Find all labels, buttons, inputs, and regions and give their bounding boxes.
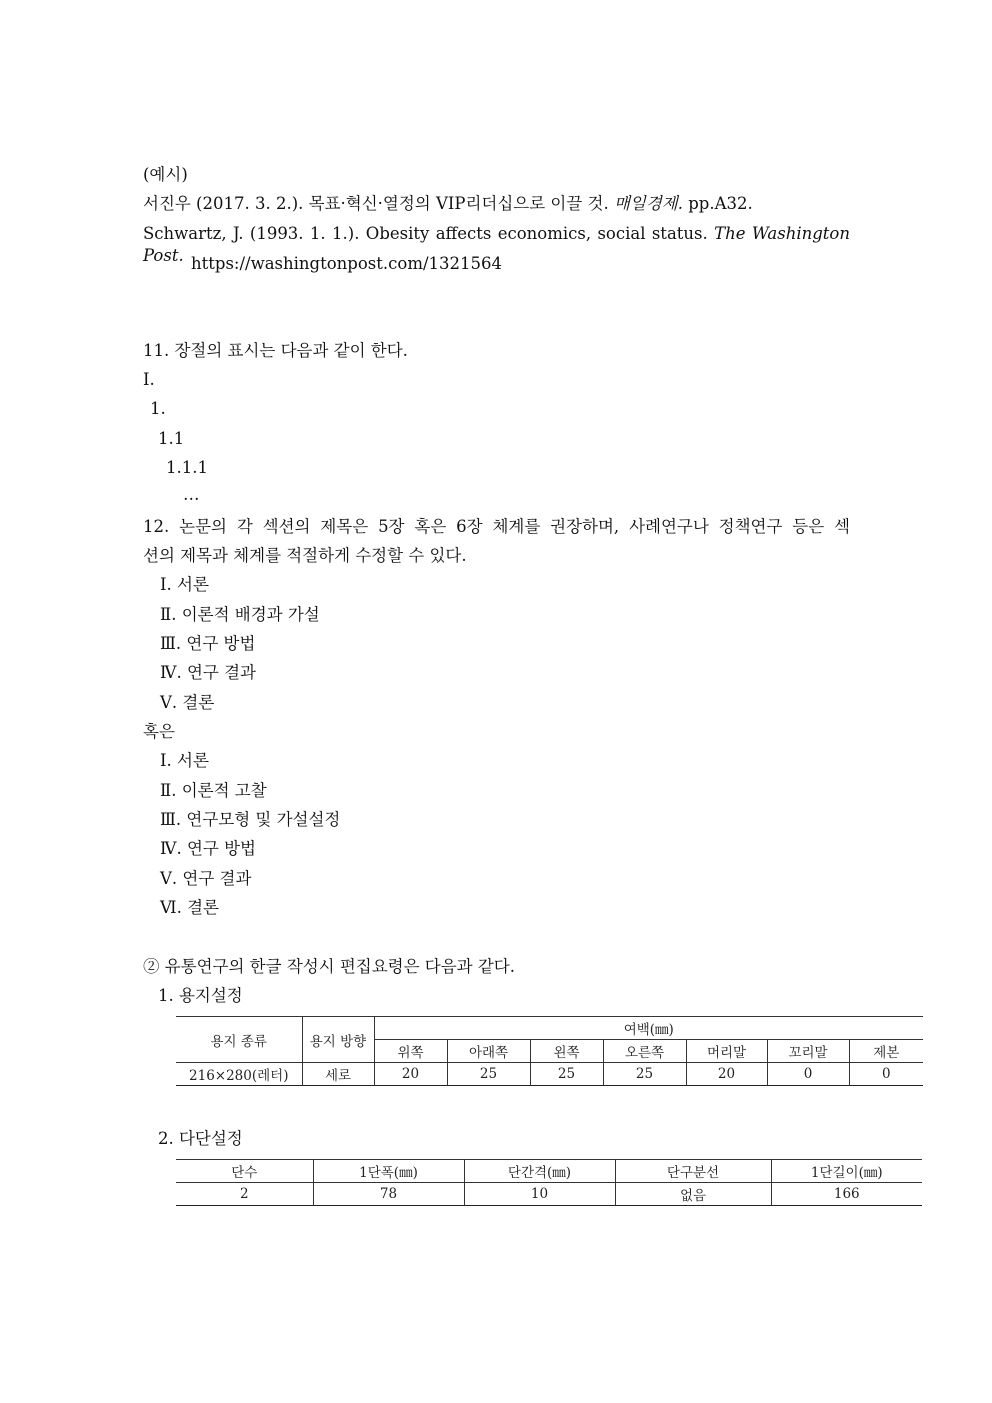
korean-reference-journal: 매일경제.: [613, 194, 683, 213]
margin-col-header: 위쪽: [374, 1040, 447, 1063]
table-cell: 2: [176, 1183, 313, 1206]
table-cell: 216×280(레터): [176, 1063, 302, 1086]
table-cell: 0: [767, 1063, 849, 1086]
english-reference-journal: The Washington Post.: [143, 224, 850, 265]
outline-a-item: Ⅴ. 결론: [160, 693, 215, 712]
margin-col-header: 제본: [849, 1040, 923, 1063]
editing-heading: ② 유통연구의 한글 작성시 편집요령은 다음과 같다.: [143, 957, 515, 976]
section11-heading: 11. 장절의 표시는 다음과 같이 한다.: [143, 341, 408, 360]
level-4-example: 1.1.1: [166, 458, 208, 477]
table-cell: 25: [603, 1063, 686, 1086]
column-header: 1단길이(㎜): [771, 1160, 922, 1183]
outline-b-item: Ⅵ. 결론: [160, 898, 219, 917]
margin-col-header: 머리말: [686, 1040, 767, 1063]
table-cell: 25: [447, 1063, 530, 1086]
outline-b-item: Ⅲ. 연구모형 및 가설설정: [160, 810, 341, 829]
level-2-example: 1.: [150, 399, 166, 418]
margin-col-header: 왼쪽: [530, 1040, 603, 1063]
table-cell: 0: [849, 1063, 923, 1086]
column-header: 단구분선: [615, 1160, 771, 1183]
table-cell: 세로: [302, 1063, 374, 1086]
margin-col-header: 오른쪽: [603, 1040, 686, 1063]
paper-direction-header: 용지 방향: [302, 1017, 374, 1063]
korean-reference-body: 서진우 (2017. 3. 2.). 목표·혁신·열정의 VIP리더십으로 이끌 것.: [143, 194, 609, 213]
outline-b-item: Ⅴ. 연구 결과: [160, 869, 252, 888]
table-cell: 78: [313, 1183, 464, 1206]
outline-b-item: Ⅳ. 연구 방법: [160, 839, 256, 858]
korean-reference-pages: pp.A32.: [688, 194, 753, 213]
table-row: [176, 1063, 923, 1086]
paper-settings-table: [176, 1016, 923, 1086]
outline-a-item: Ⅳ. 연구 결과: [160, 663, 256, 682]
table-cell: 20: [686, 1063, 767, 1086]
english-reference-body: Schwartz, J. (1993. 1. 1.). Obesity affects economics, social status.: [143, 224, 708, 243]
korean-reference: [143, 193, 753, 215]
table-cell: 166: [771, 1183, 922, 1206]
outline-a-item: Ⅰ. 서론: [160, 575, 209, 594]
section12-line2: 션의 제목과 체계를 적절하게 수정할 수 있다.: [143, 546, 467, 565]
table-cell: 20: [374, 1063, 447, 1086]
level-1-example: I.: [143, 370, 155, 389]
column-settings-table: [176, 1159, 922, 1206]
outline-a-item: Ⅲ. 연구 방법: [160, 634, 256, 653]
column-header: 단간격(㎜): [464, 1160, 615, 1183]
outline-b-item: Ⅱ. 이론적 고찰: [160, 781, 267, 800]
outline-a-item: Ⅱ. 이론적 배경과 가설: [160, 605, 320, 624]
table-row: [176, 1183, 922, 1206]
paper-settings-title: 1. 용지설정: [158, 986, 243, 1005]
column-header: 1단폭(㎜): [313, 1160, 464, 1183]
example-label: (예시): [143, 165, 188, 184]
level-3-example: 1.1: [158, 429, 185, 448]
margin-col-header: 아래쪽: [447, 1040, 530, 1063]
table-cell: 10: [464, 1183, 615, 1206]
outline-b-item: Ⅰ. 서론: [160, 751, 209, 770]
margin-header: 여백(㎜): [374, 1017, 923, 1040]
table-cell: 없음: [615, 1183, 771, 1206]
margin-col-header: 꼬리말: [767, 1040, 849, 1063]
column-header: 단수: [176, 1160, 313, 1183]
or-label: 혹은: [143, 722, 175, 741]
column-settings-title: 2. 다단설정: [158, 1129, 243, 1148]
english-reference-url: https://washingtonpost.com/1321564: [191, 254, 503, 273]
paper-type-header: 용지 종류: [176, 1017, 302, 1063]
level-ellipsis: …: [183, 485, 200, 504]
section12-line1: 12. 논문의 각 섹션의 제목은 5장 혹은 6장 체계를 권장하며, 사례연구나 정책연구 등은 섹: [143, 517, 850, 536]
table-cell: 25: [530, 1063, 603, 1086]
